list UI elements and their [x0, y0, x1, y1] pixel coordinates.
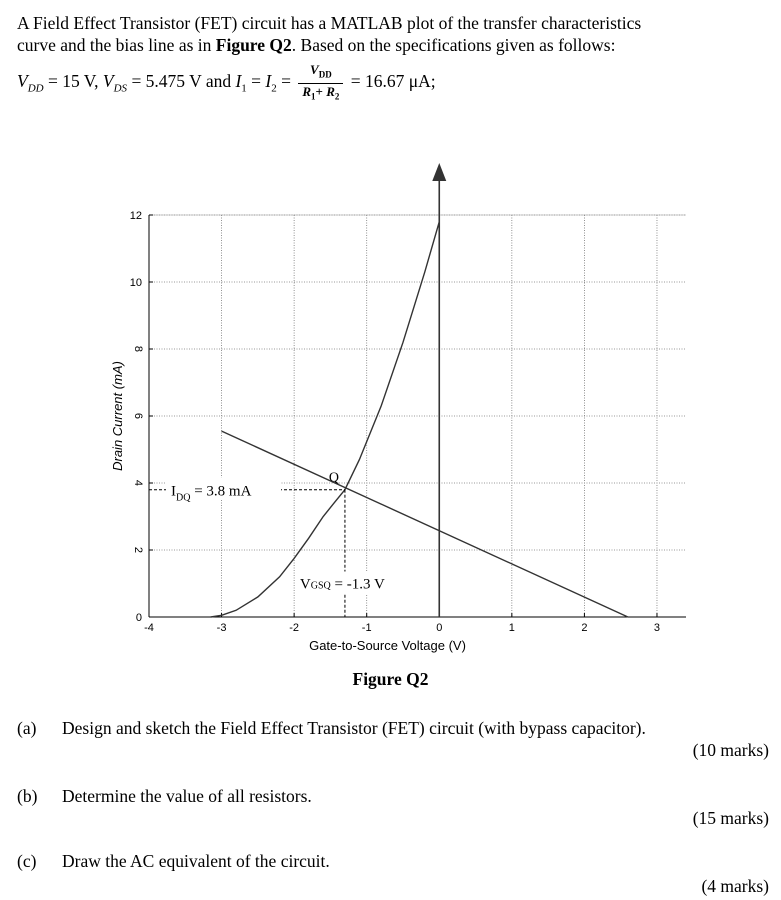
current-fraction — [298, 62, 343, 104]
intro-line-1: A Field Effect Transistor (FET) circuit has a MATLAB plot of the transfer characteristics — [17, 13, 642, 33]
y-tick-label: 2 — [132, 546, 144, 553]
y-tick-label: 10 — [129, 277, 142, 289]
idq-label: $I_{DQ} = 3.8$ mA — [171, 483, 252, 504]
specification-line: $V_{DD} = 15$ V, $V_{DS} = 5.475$ V and $I_1 = I_2$ = $\frac{V_{DD}}{R_1+ R_2}$ = 16.67 μA; — [17, 62, 436, 104]
x-tick-label: 1 — [508, 622, 515, 634]
bias-line — [222, 431, 628, 617]
y-tick-label: 6 — [132, 412, 144, 419]
y-axis-label: Drain Current (mA) — [110, 361, 125, 471]
x-tick-label: -3 — [216, 622, 227, 634]
fraction-denominator: $R_1+ R_2$ — [302, 83, 340, 102]
fraction-numerator: $V_{DD}$ — [298, 62, 343, 84]
vdd-spec: $V_{DD}$ — [17, 71, 44, 95]
part-c-marks: (4 marks) — [701, 876, 769, 896]
x-tick-label: -1 — [361, 622, 372, 634]
current-spec: I — [235, 71, 242, 92]
part-c-text: Draw the AC equivalent of the circuit. — [62, 851, 330, 871]
part-b-label: (b) — [17, 786, 38, 806]
part-a-text: Design and sketch the Field Effect Transistor (FET) circuit (with bypass capacitor). — [62, 718, 646, 738]
x-tick-label: 0 — [436, 622, 443, 634]
vertical-axis-arrowhead — [432, 163, 446, 181]
question-intro — [17, 12, 773, 56]
intro-line-2-pre: curve and the bias line as in — [17, 35, 216, 55]
y-tick-label: 8 — [132, 345, 144, 352]
q-point-label: Q — [328, 470, 340, 486]
y-tick-label: 4 — [132, 479, 144, 486]
x-tick-label: -2 — [289, 622, 300, 634]
current-result: = 16.67 μA; — [350, 71, 436, 92]
intro-line-2 — [17, 34, 773, 56]
x-axis-label: Gate-to-Source Voltage (V) — [309, 638, 466, 653]
intro-line-2-post: . Based on the specifications given as follows: — [291, 35, 616, 55]
y-tick-label: 0 — [135, 612, 142, 624]
vds-spec: $V_{DS}$ — [102, 71, 128, 95]
figure-reference: Figure Q2 — [215, 35, 292, 55]
x-tick-label: 2 — [581, 622, 588, 634]
part-a-label: (a) — [17, 718, 37, 738]
vgsq-label: VGSQ = -1.3 V — [299, 576, 385, 593]
transfer-characteristics-chart — [0, 150, 781, 670]
part-c-label: (c) — [17, 851, 37, 871]
transfer-curve — [211, 222, 440, 617]
part-b-marks: (15 marks) — [692, 808, 769, 828]
part-b-text: Determine the value of all resistors. — [62, 786, 312, 806]
x-tick-label: 3 — [653, 622, 661, 634]
y-tick-label: 12 — [129, 210, 142, 222]
x-tick-label: -4 — [144, 622, 154, 634]
part-a-marks: (10 marks) — [692, 740, 769, 760]
figure-caption: Figure Q2 — [352, 669, 429, 689]
